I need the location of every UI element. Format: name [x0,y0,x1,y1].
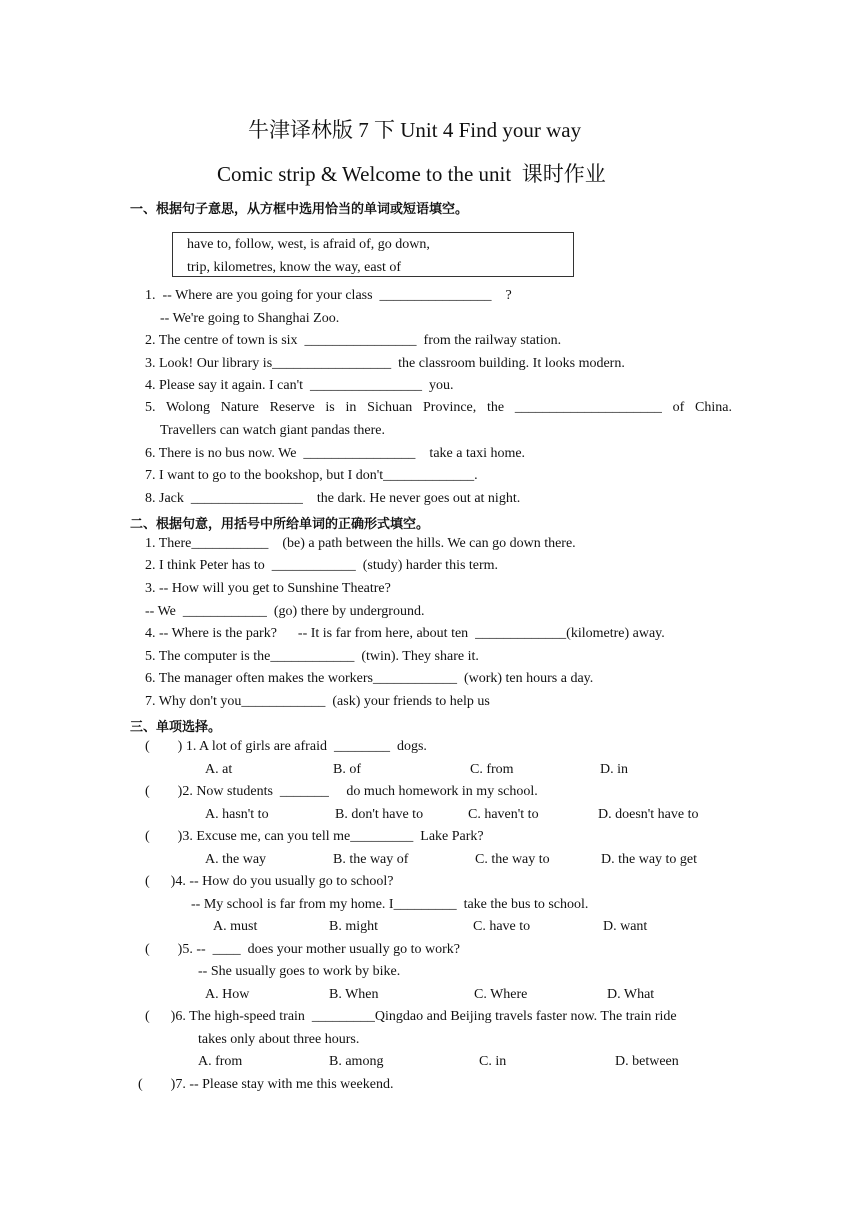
q5-stem: ( )5. -- ____ does your mother usually go to work? [145,942,460,957]
q6-option-c: C. in [479,1054,507,1069]
s1-item-3: 3. Look! Our library is_________________ the classroom building. It looks modern. [145,356,625,371]
s1-item-1: 1. -- Where are you going for your class ________________ ? [145,288,512,303]
s2-item-5: 5. The computer is the____________ (twin). They share it. [145,649,479,664]
title-line-1: 牛津译林版 7 下 Unit 4 Find your way [248,118,582,142]
q3-option-a: A. the way [205,852,267,867]
q3-option-d: D. the way to get [601,852,698,867]
q3-option-c: C. the way to [475,852,550,867]
q6-stem-2: takes only about three hours. [198,1032,360,1047]
q5-option-b: B. When [329,987,379,1002]
q2-option-a: A. hasn't to [205,807,269,822]
q5-option-d: D. What [607,987,655,1002]
s2-item-4: 4. -- Where is the park? -- It is far from here, about ten _____________(kilometre) away. [145,626,665,641]
q1-option-a: A. at [205,762,233,777]
q4-option-a: A. must [213,919,258,934]
section-2-heading: 二、根据句意，用括号中所给单词的正确形式填空。 [130,517,430,532]
q2-option-d: D. doesn't have to [598,807,699,822]
title-line-2: Comic strip & Welcome to the unit 课时作业 [217,162,606,186]
s2-item-2: 2. I think Peter has to ____________ (study) harder this term. [145,558,499,573]
s1-item-2: 2. The centre of town is six ________________ from the railway station. [145,333,562,348]
s1-item-6: 6. There is no bus now. We ________________ take a taxi home. [145,446,526,461]
s2-item-1: 1. There___________ (be) a path between the hills. We can go down there. [145,536,576,551]
s2-item-3-answer: -- We ____________ (go) there by underground. [145,604,425,619]
section-1-heading: 一、根据句子意思，从方框中选用恰当的单词或短语填空。 [130,202,469,217]
q1-option-d: D. in [600,762,628,777]
q6-stem: ( )6. The high-speed train _________Qingdao and Beijing travels faster now. The train ride [145,1009,677,1024]
q2-option-c: C. haven't to [468,807,539,822]
s1-item-5: 5. Wolong Nature Reserve is in Sichuan Province, the _____________________ of China. [145,400,732,415]
q6-option-d: D. between [615,1054,679,1069]
q4-stem-2: -- My school is far from my home. I_________ take the bus to school. [191,897,589,912]
q1-stem: ( ) 1. A lot of girls are afraid ________ dogs. [145,739,427,754]
s1-item-8: 8. Jack ________________ the dark. He never goes out at night. [145,491,521,506]
q2-option-b: B. don't have to [335,807,424,822]
word-box [172,232,574,277]
q4-option-c: C. have to [473,919,531,934]
section-3-heading: 三、单项选择。 [130,720,222,735]
q5-stem-2: -- She usually goes to work by bike. [198,964,401,979]
word-box-line-1: have to, follow, west, is afraid of, go down, [187,237,430,252]
q7-stem: ( )7. -- Please stay with me this weekend. [138,1077,394,1092]
s2-item-7: 7. Why don't you____________ (ask) your friends to help us [145,694,490,709]
q4-option-b: B. might [329,919,379,934]
q3-option-b: B. the way of [333,852,409,867]
q5-option-a: A. How [205,987,250,1002]
q6-option-a: A. from [198,1054,243,1069]
q4-option-d: D. want [603,919,648,934]
s2-item-6: 6. The manager often makes the workers____________ (work) ten hours a day. [145,671,594,686]
s1-item-7: 7. I want to go to the bookshop, but I don't_____________. [145,468,478,483]
s1-item-4: 4. Please say it again. I can't ________________ you. [145,378,454,393]
s2-item-3: 3. -- How will you get to Sunshine Theatre? [145,581,391,596]
s1-item-1-answer: -- We're going to Shanghai Zoo. [160,311,340,326]
q4-stem: ( )4. -- How do you usually go to school? [145,874,394,889]
q5-option-c: C. Where [474,987,528,1002]
q2-stem: ( )2. Now students _______ do much homework in my school. [145,784,538,799]
q6-option-b: B. among [329,1054,384,1069]
s1-item-5-continued: Travellers can watch giant pandas there. [160,423,385,438]
q1-option-b: B. of [333,762,361,777]
word-box-line-2: trip, kilometres, know the way, east of [187,260,402,275]
q3-stem: ( )3. Excuse me, can you tell me_________ Lake Park? [145,829,484,844]
q1-option-c: C. from [470,762,514,777]
